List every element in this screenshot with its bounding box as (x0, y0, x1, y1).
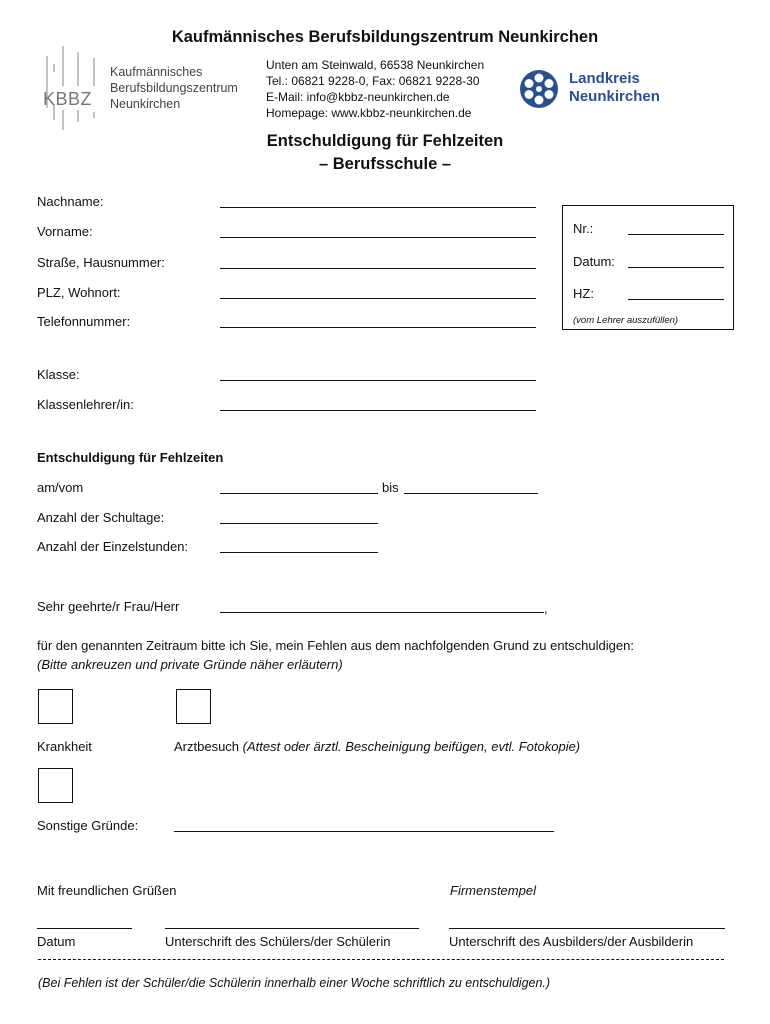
teacher-hz-label: HZ: (573, 286, 594, 301)
klassenlehrer-label: Klassenlehrer/in: (37, 397, 134, 412)
kbbz-name-line: Kaufmännisches (110, 65, 203, 79)
contact-homepage[interactable]: Homepage: www.kbbz-neunkirchen.de (266, 106, 472, 120)
bis-field[interactable] (404, 493, 538, 494)
vorname-label: Vorname: (37, 224, 93, 239)
student-signature-line[interactable] (165, 928, 419, 929)
datum-signature-label: Datum (37, 934, 76, 949)
schultage-label: Anzahl der Schultage: (37, 510, 165, 525)
trainer-signature-line[interactable] (449, 928, 725, 929)
strasse-label: Straße, Hausnummer: (37, 255, 165, 270)
student-signature-label: Unterschrift des Schülers/der Schülerin (165, 934, 391, 949)
klasse-label: Klasse: (37, 367, 80, 382)
klassenlehrer-field[interactable] (220, 410, 536, 411)
teacher-nr-field[interactable] (628, 234, 724, 235)
contact-email[interactable]: E-Mail: info@kbbz-neunkirchen.de (266, 90, 450, 104)
document-title-sub: – Berufsschule – (318, 155, 452, 173)
landkreis-line: Neunkirchen (569, 88, 660, 105)
bis-label: bis (382, 480, 399, 495)
contact-block (266, 57, 484, 121)
document-title-main: Entschuldigung für Fehlzeiten (266, 132, 504, 150)
telefon-field[interactable] (220, 327, 536, 328)
plz-label: PLZ, Wohnort: (37, 285, 121, 300)
kbbz-name-line: Berufsbildungszentrum (110, 81, 238, 95)
kbbz-name-line: Neunkirchen (110, 97, 181, 111)
arztbesuch-checkbox[interactable] (176, 689, 211, 724)
contact-address: Unten am Steinwald, 66538 Neunkirchen (266, 58, 485, 72)
sonstige-label: Sonstige Gründe: (37, 818, 139, 833)
vorname-field[interactable] (220, 237, 536, 238)
am-vom-label: am/vom (37, 480, 84, 495)
kbbz-name (110, 64, 238, 112)
school-title: Kaufmännisches Berufsbildungszentrum Neunkirchen (171, 28, 599, 46)
am-vom-field[interactable] (220, 493, 378, 494)
krankheit-checkbox[interactable] (38, 689, 73, 724)
footer-divider (38, 959, 724, 960)
arztbesuch-note: (Attest oder ärztl. Bescheinigung beifügen, evtl. Fotokopie) (242, 739, 581, 754)
stamp-label: Firmenstempel (450, 883, 536, 898)
nachname-label: Nachname: (37, 194, 104, 209)
schultage-field[interactable] (220, 523, 378, 524)
teacher-datum-label: Datum: (573, 254, 615, 269)
teacher-note: (vom Lehrer auszufüllen) (573, 315, 679, 326)
landkreis-line: Landkreis (569, 70, 640, 87)
datum-signature-line[interactable] (37, 928, 132, 929)
krankheit-label: Krankheit (37, 739, 92, 754)
sonstige-checkbox[interactable] (38, 768, 73, 803)
einzelstunden-label: Anzahl der Einzelstunden: (37, 539, 189, 554)
landkreis-emblem-icon (518, 68, 564, 110)
footer-note: (Bei Fehlen ist der Schüler/die Schülerin innerhalb einer Woche schriftlich zu entschuldigen.) (38, 976, 551, 990)
request-hint: (Bitte ankreuzen und private Gründe näher erläutern) (37, 657, 343, 672)
teacher-nr-label: Nr.: (573, 221, 594, 236)
kbbz-abbreviation: KBBZ (43, 89, 93, 109)
trainer-signature-label: Unterschrift des Ausbilders/der Ausbilderin (449, 934, 694, 949)
plz-field[interactable] (220, 298, 536, 299)
teacher-datum-field[interactable] (628, 267, 724, 268)
sonstige-field[interactable] (174, 831, 554, 832)
strasse-field[interactable] (220, 268, 536, 269)
greeting: Mit freundlichen Grüßen (37, 883, 177, 898)
nachname-field[interactable] (220, 207, 536, 208)
absence-heading: Entschuldigung für Fehlzeiten (37, 450, 224, 465)
contact-phone: Tel.: 06821 9228-0, Fax: 06821 9228-30 (266, 74, 480, 88)
salutation-comma: , (544, 601, 548, 616)
einzelstunden-field[interactable] (220, 552, 378, 553)
salutation-name-field[interactable] (220, 612, 544, 613)
teacher-hz-field[interactable] (628, 299, 724, 300)
telefon-label: Telefonnummer: (37, 314, 131, 329)
landkreis-name (569, 70, 660, 106)
arztbesuch-label-group (174, 739, 580, 754)
klasse-field[interactable] (220, 380, 536, 381)
salutation-label: Sehr geehrte/r Frau/Herr (37, 599, 180, 614)
document-title (0, 130, 770, 176)
request-text: für den genannten Zeitraum bitte ich Sie, mein Fehlen aus dem nachfolgenden Grund zu entschuldigen: (37, 638, 634, 653)
arztbesuch-label: Arztbesuch (174, 739, 240, 754)
